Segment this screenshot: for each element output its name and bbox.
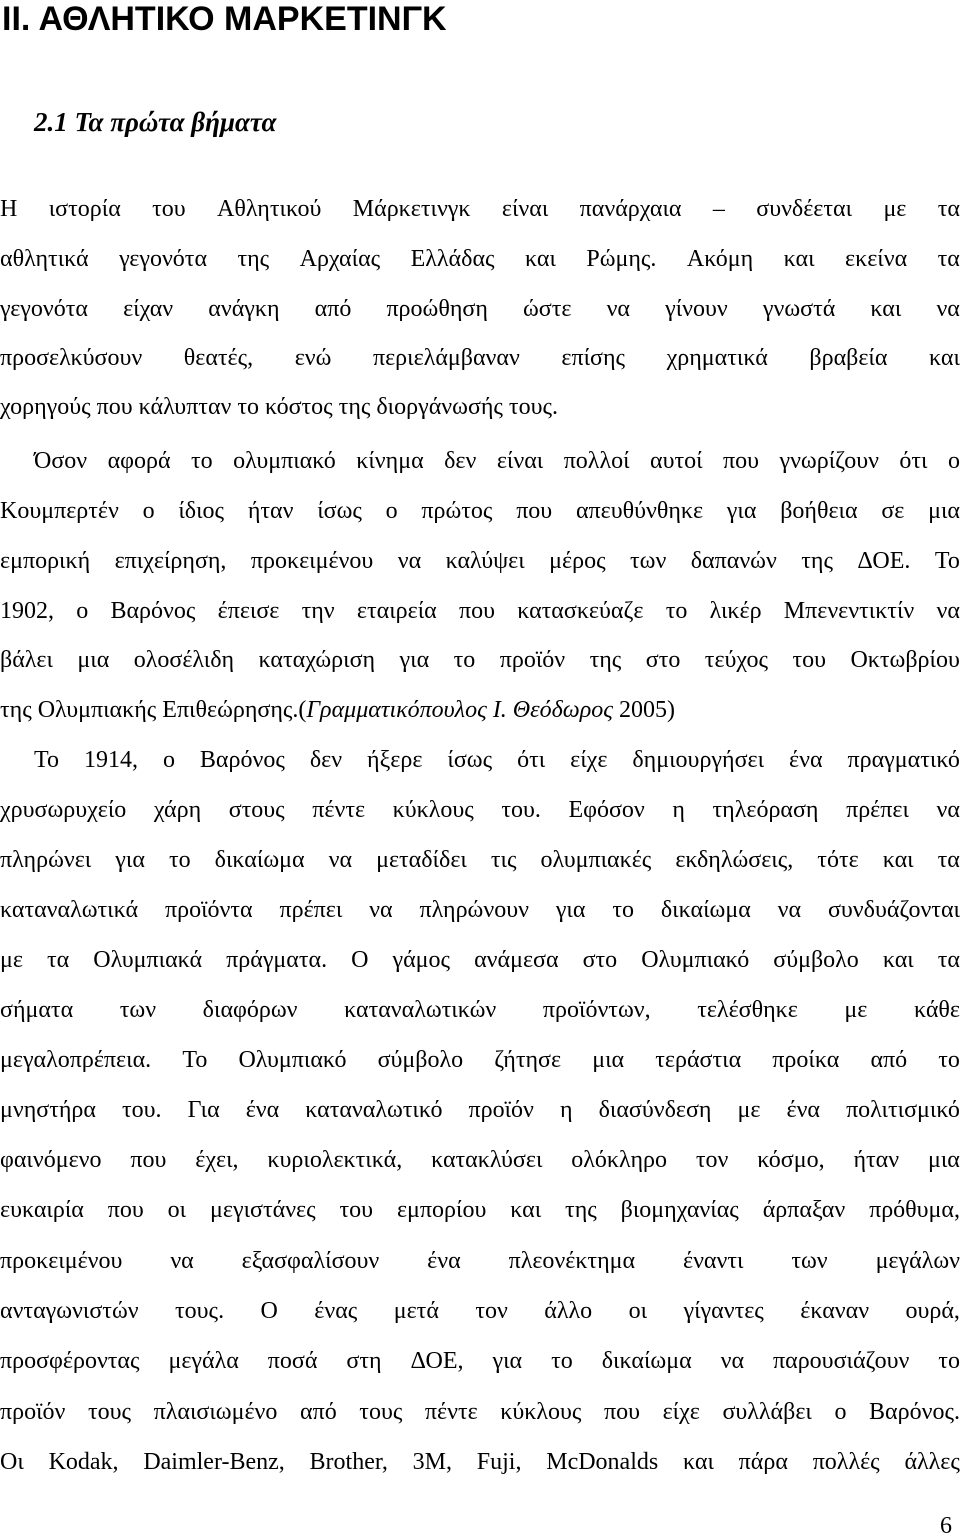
word: του <box>792 647 827 673</box>
word: μέρος <box>549 548 606 574</box>
word: καταναλωτικών <box>344 997 497 1023</box>
word: πολλές <box>812 1449 880 1475</box>
word: των <box>119 997 157 1023</box>
body-line <box>0 544 960 578</box>
word: Αρχαίας <box>299 246 381 272</box>
word: κύκλους <box>500 1399 582 1425</box>
word: ο <box>142 498 155 524</box>
word: επιχείρηση, <box>114 548 227 574</box>
word: τα <box>46 947 70 973</box>
word: προσφέροντας <box>0 1348 140 1374</box>
word: μνηστήρα <box>0 1097 96 1123</box>
body-line <box>0 192 960 226</box>
word: για <box>555 897 586 923</box>
word: δικαίωμα <box>601 1348 692 1374</box>
body-line <box>0 993 960 1027</box>
word: το <box>938 1047 960 1073</box>
word: των <box>791 1248 828 1274</box>
word: ότι <box>899 448 928 474</box>
word: ολυμπιακό <box>233 448 336 474</box>
word: Ο <box>351 947 369 973</box>
word: πανάρχαια <box>579 196 682 222</box>
word: επίσης <box>561 345 626 371</box>
word: Μπενεντικτίν <box>783 598 915 624</box>
word: να <box>328 847 353 873</box>
word: άλλες <box>904 1449 960 1475</box>
word: δικαίωμα <box>660 897 751 923</box>
word: φαινόμενο <box>0 1147 102 1173</box>
word: και <box>870 296 902 322</box>
word: ο <box>76 598 89 624</box>
word: τότε <box>817 847 859 873</box>
word: να <box>777 897 802 923</box>
word: γεγονότα <box>119 246 208 272</box>
word: καταναλωτικά <box>0 897 139 923</box>
word: και <box>524 246 556 272</box>
word: αθλητικά <box>0 246 89 272</box>
word: Daimler-Benz, <box>143 1449 285 1475</box>
word: πολιτισμικό <box>846 1097 960 1123</box>
word: ένα <box>427 1248 461 1274</box>
word: τεράστια <box>655 1047 742 1073</box>
word: του. <box>501 797 541 823</box>
word: το <box>612 897 634 923</box>
word: μεταδίδει <box>376 847 467 873</box>
word: και <box>882 947 914 973</box>
word: Βαρόνος. <box>869 1399 960 1425</box>
word: που <box>107 1197 144 1223</box>
word: με <box>737 1097 761 1123</box>
word: Το <box>34 747 60 773</box>
word: συλλάβει <box>722 1399 812 1425</box>
word: Fuji, <box>476 1449 522 1475</box>
word: ένα <box>789 747 823 773</box>
word: Όσον <box>34 448 88 474</box>
word: το <box>665 598 688 624</box>
word: πρέπει <box>846 797 909 823</box>
word: να <box>720 1348 745 1374</box>
page-number: 6 <box>940 1513 952 1539</box>
word: μεγιστάνες <box>210 1197 316 1223</box>
word: Το <box>934 548 960 574</box>
word: της <box>237 246 270 272</box>
word: μια <box>77 647 110 673</box>
word: γίνουν <box>665 296 728 322</box>
word: κυριολεκτικά, <box>267 1147 403 1173</box>
word: στο <box>645 647 681 673</box>
word: κάθε <box>913 997 960 1023</box>
body-line: χορηγούς που κάλυπταν το κόστος της διοργάνωσής τους. <box>0 394 558 420</box>
word: 1902, <box>0 598 54 624</box>
body-line <box>0 1344 960 1378</box>
word: εκείνα <box>845 246 908 272</box>
word: τελέσθηκε <box>697 997 798 1023</box>
word: το <box>938 1348 960 1374</box>
word: ΔΟΕ, <box>410 1348 464 1374</box>
word: βιομηχανίας <box>620 1197 739 1223</box>
word: πολλοί <box>563 448 630 474</box>
word: Βαρόνος <box>199 747 285 773</box>
word: ανάμεσα <box>474 947 559 973</box>
word: Ρώμης. <box>586 246 657 272</box>
word: πληρώνει <box>0 847 92 873</box>
word: που <box>458 598 495 624</box>
word: ένα <box>786 1097 821 1123</box>
word: ζήτησε <box>494 1047 562 1073</box>
word: μεγάλα <box>168 1348 239 1374</box>
word: ήταν <box>247 498 294 524</box>
body-line <box>0 242 960 276</box>
word: πληρώνουν <box>419 897 529 923</box>
word: τηλεόραση <box>712 797 819 823</box>
word: πρόθυμα, <box>869 1197 960 1223</box>
word: Μάρκετινγκ <box>352 196 471 222</box>
word: ανταγωνιστών <box>0 1298 139 1324</box>
word: είναι <box>496 448 544 474</box>
word: Η <box>0 196 18 222</box>
word: σήματα <box>0 997 74 1023</box>
word: τα <box>937 246 960 272</box>
word: ήξερε <box>367 747 423 773</box>
word: μια <box>592 1047 625 1073</box>
word: προώθηση <box>386 296 488 322</box>
word: να <box>170 1248 194 1274</box>
word: του. <box>122 1097 162 1123</box>
word: είναι <box>501 196 549 222</box>
word: διαφόρων <box>202 997 298 1023</box>
citation-author: Γραμματικόπουλος Ι. Θεόδωρος <box>306 697 613 723</box>
word: ανάγκη <box>208 296 280 322</box>
word: 1914, <box>83 747 138 773</box>
word: τους <box>88 1399 132 1425</box>
word: ολυμπιακές <box>540 847 652 873</box>
section-title: 2.1 Τα πρώτα βήματα <box>34 107 277 137</box>
word: μεγάλων <box>875 1248 960 1274</box>
word: ολοσέλιδη <box>133 647 235 673</box>
word: ολόκληρο <box>571 1147 667 1173</box>
word: ίσως <box>447 747 493 773</box>
chapter-title: ΙΙ. ΑΘΛΗΤΙΚΟ ΜΑΡΚΕΤΙΝΓΚ <box>2 0 447 38</box>
word: λικέρ <box>709 598 762 624</box>
word: ενώ <box>294 345 332 371</box>
body-line <box>0 594 960 628</box>
word: για <box>726 498 757 524</box>
word: καταναλωτικό <box>305 1097 443 1123</box>
word: από <box>300 1399 337 1425</box>
word: βάλει <box>0 647 53 673</box>
word: προϊόντα <box>164 897 253 923</box>
word: η <box>672 797 685 823</box>
body-line <box>0 943 960 977</box>
body-line <box>0 843 960 877</box>
word: των <box>630 548 667 574</box>
word: γνωστά <box>762 296 836 322</box>
word: σύμβολο <box>377 1047 464 1073</box>
word: εταιρεία <box>356 598 437 624</box>
word: το <box>168 847 191 873</box>
word: έχει, <box>195 1147 239 1173</box>
word: ώστε <box>522 296 572 322</box>
word: Το <box>182 1047 208 1073</box>
body-line <box>0 1143 960 1177</box>
word: της <box>801 548 833 574</box>
word: δαπανών <box>690 548 777 574</box>
word: δημιουργήσει <box>632 747 765 773</box>
word: που <box>130 1147 167 1173</box>
word: αφορά <box>107 448 171 474</box>
word: να <box>397 548 422 574</box>
body-line <box>0 793 960 827</box>
word: για <box>492 1348 523 1374</box>
word: προίκα <box>772 1047 840 1073</box>
word: προϊόν <box>0 1399 66 1425</box>
word: Kodak, <box>48 1449 119 1475</box>
word: κατακλύσει <box>431 1147 543 1173</box>
word: McDonalds <box>546 1449 659 1475</box>
word: έκαναν <box>800 1298 870 1324</box>
word: που <box>603 1399 640 1425</box>
word: γίγαντες <box>683 1298 764 1324</box>
citation-lead: της Ολυμπιακής Επιθεώρησης.( <box>0 697 307 723</box>
word: ήταν <box>853 1147 900 1173</box>
word: μια <box>928 498 960 524</box>
word: ο <box>162 747 175 773</box>
word: κόσμο, <box>757 1147 825 1173</box>
word: που <box>723 448 760 474</box>
word: να <box>369 897 393 923</box>
word: καλύψει <box>445 548 525 574</box>
word: έναντι <box>682 1248 744 1274</box>
word: Ολυμπιακό <box>641 947 750 973</box>
word: παρουσιάζουν <box>773 1348 910 1374</box>
word: και <box>882 847 914 873</box>
word: ευκαιρία <box>0 1197 84 1223</box>
word: του <box>152 196 186 222</box>
word: αυτοί <box>650 448 703 474</box>
word: και <box>682 1449 714 1475</box>
body-line <box>0 1244 960 1278</box>
word: προσελκύσουν <box>0 345 143 371</box>
body-line <box>0 1395 960 1429</box>
word: δεν <box>444 448 477 474</box>
word: και <box>929 345 960 371</box>
word: ένα <box>245 1097 280 1123</box>
word: και <box>510 1197 542 1223</box>
word: ιστορία <box>48 196 121 222</box>
word: πέντε <box>312 797 366 823</box>
word: Οκτωβρίου <box>850 647 960 673</box>
word: κίνημα <box>356 448 424 474</box>
word: από <box>870 1047 908 1073</box>
word: – <box>712 196 725 222</box>
word: ίσως <box>317 498 362 524</box>
body-line <box>0 1193 960 1227</box>
word: περιελάμβαναν <box>372 345 520 371</box>
word: ίδιος <box>178 498 225 524</box>
body-line <box>0 1445 960 1479</box>
word: η <box>559 1097 573 1123</box>
word: με <box>844 997 868 1023</box>
word: χάρη <box>153 797 202 823</box>
word: συνδέεται <box>756 196 853 222</box>
word: πραγματικό <box>847 747 960 773</box>
word: σε <box>881 498 905 524</box>
word: προκειμένου <box>0 1248 123 1274</box>
body-line <box>0 893 960 927</box>
word: της <box>565 1197 597 1223</box>
body-line <box>0 494 960 528</box>
word: με <box>883 196 907 222</box>
word: καταχώριση <box>258 647 376 673</box>
word: εξασφαλίσουν <box>241 1248 380 1274</box>
word: τον <box>695 1147 729 1173</box>
word: ένας <box>314 1298 358 1324</box>
word: διασύνδεση <box>598 1097 712 1123</box>
word: στο <box>582 947 618 973</box>
word: χρυσωρυχείο <box>0 797 127 823</box>
word: άρπαξαν <box>762 1197 846 1223</box>
word: γνωρίζουν <box>779 448 879 474</box>
word: προϊόντων, <box>542 997 651 1023</box>
body-line <box>0 743 960 777</box>
word: Ακόμη <box>686 246 754 272</box>
word: της <box>589 647 622 673</box>
word: γεγονότα <box>0 296 88 322</box>
word: του <box>339 1197 374 1223</box>
word: 3M, <box>412 1449 453 1475</box>
citation-year: 2005) <box>612 697 675 723</box>
word: Κουμπερτέν <box>0 498 119 524</box>
body-line <box>0 1294 960 1328</box>
word: για <box>399 647 430 673</box>
word: τον <box>475 1298 508 1324</box>
word: και <box>783 246 815 272</box>
word: είχε <box>570 747 608 773</box>
word: πέντε <box>424 1399 478 1425</box>
word: άλλο <box>544 1298 593 1324</box>
word: τις <box>490 847 517 873</box>
word: είχαν <box>123 296 174 322</box>
word: μεγαλοπρέπεια. <box>0 1047 152 1073</box>
word: ότι <box>517 747 546 773</box>
body-line <box>0 643 960 677</box>
word: έπεισε <box>217 598 280 624</box>
word: είχε <box>662 1399 700 1425</box>
word: τα <box>937 847 960 873</box>
word: ο <box>834 1399 847 1425</box>
body-line <box>0 693 960 727</box>
word: προϊόν <box>468 1097 534 1123</box>
word: να <box>936 598 960 624</box>
word: πάρα <box>738 1449 788 1475</box>
body-line <box>0 1043 960 1077</box>
word: εμπορική <box>0 548 91 574</box>
word: να <box>936 296 960 322</box>
word: στη <box>346 1348 382 1374</box>
word: τους. <box>175 1298 225 1324</box>
word: κατασκεύαζε <box>517 598 644 624</box>
word: πρώτος <box>421 498 493 524</box>
word: που <box>516 498 553 524</box>
word: Brother, <box>309 1449 388 1475</box>
word: το <box>191 448 213 474</box>
word: βοήθεια <box>780 498 858 524</box>
word: ο <box>947 448 960 474</box>
word: Ολυμπιακά <box>93 947 203 973</box>
body-line <box>0 341 960 375</box>
word: την <box>301 598 335 624</box>
word: οι <box>167 1197 187 1223</box>
word: εκδηλώσεις, <box>675 847 794 873</box>
word: ουρά, <box>905 1298 960 1324</box>
word: εμπορίου <box>396 1197 487 1223</box>
word: θεατές, <box>183 345 254 371</box>
word: πλαισιωμένο <box>153 1399 278 1425</box>
word: δικαίωμα <box>214 847 305 873</box>
word: Για <box>187 1097 220 1123</box>
word: προκειμένου <box>250 548 374 574</box>
word: απευθύνθηκε <box>575 498 704 524</box>
word: σύμβολο <box>773 947 859 973</box>
word: με <box>0 947 23 973</box>
word: προϊόν <box>499 647 566 673</box>
word: ΔΟΕ. <box>857 548 911 574</box>
word: Ολυμπιακό <box>238 1047 347 1073</box>
word: Αθλητικού <box>217 196 322 222</box>
word: για <box>115 847 145 873</box>
body-line <box>0 292 960 326</box>
word: πλεονέκτημα <box>508 1248 636 1274</box>
word: χρηματικά <box>666 345 768 371</box>
body-line <box>0 1093 960 1127</box>
word: τα <box>937 196 960 222</box>
word: κύκλους <box>392 797 474 823</box>
word: μια <box>927 1147 960 1173</box>
word: γάμος <box>392 947 451 973</box>
word: να <box>606 296 630 322</box>
word: Ελλάδας <box>410 246 495 272</box>
word: το <box>453 647 476 673</box>
word: Εφόσον <box>568 797 645 823</box>
word: τα <box>937 947 960 973</box>
word: στους <box>228 797 285 823</box>
word: πρέπει <box>279 897 343 923</box>
word: να <box>936 797 960 823</box>
word: μετά <box>393 1298 439 1324</box>
body-line <box>0 444 960 478</box>
word: Οι <box>0 1449 24 1475</box>
word: το <box>551 1348 573 1374</box>
word: δεν <box>309 747 343 773</box>
word: πράγματα. <box>226 947 328 973</box>
word: Βαρόνος <box>110 598 196 624</box>
word: οι <box>628 1298 648 1324</box>
word: από <box>314 296 352 322</box>
word: τους <box>359 1399 403 1425</box>
word: τεύχος <box>704 647 769 673</box>
word: συνδυάζονται <box>827 897 960 923</box>
word: Ο <box>260 1298 278 1324</box>
word: βραβεία <box>809 345 888 371</box>
word: ο <box>385 498 398 524</box>
word: ποσά <box>267 1348 318 1374</box>
